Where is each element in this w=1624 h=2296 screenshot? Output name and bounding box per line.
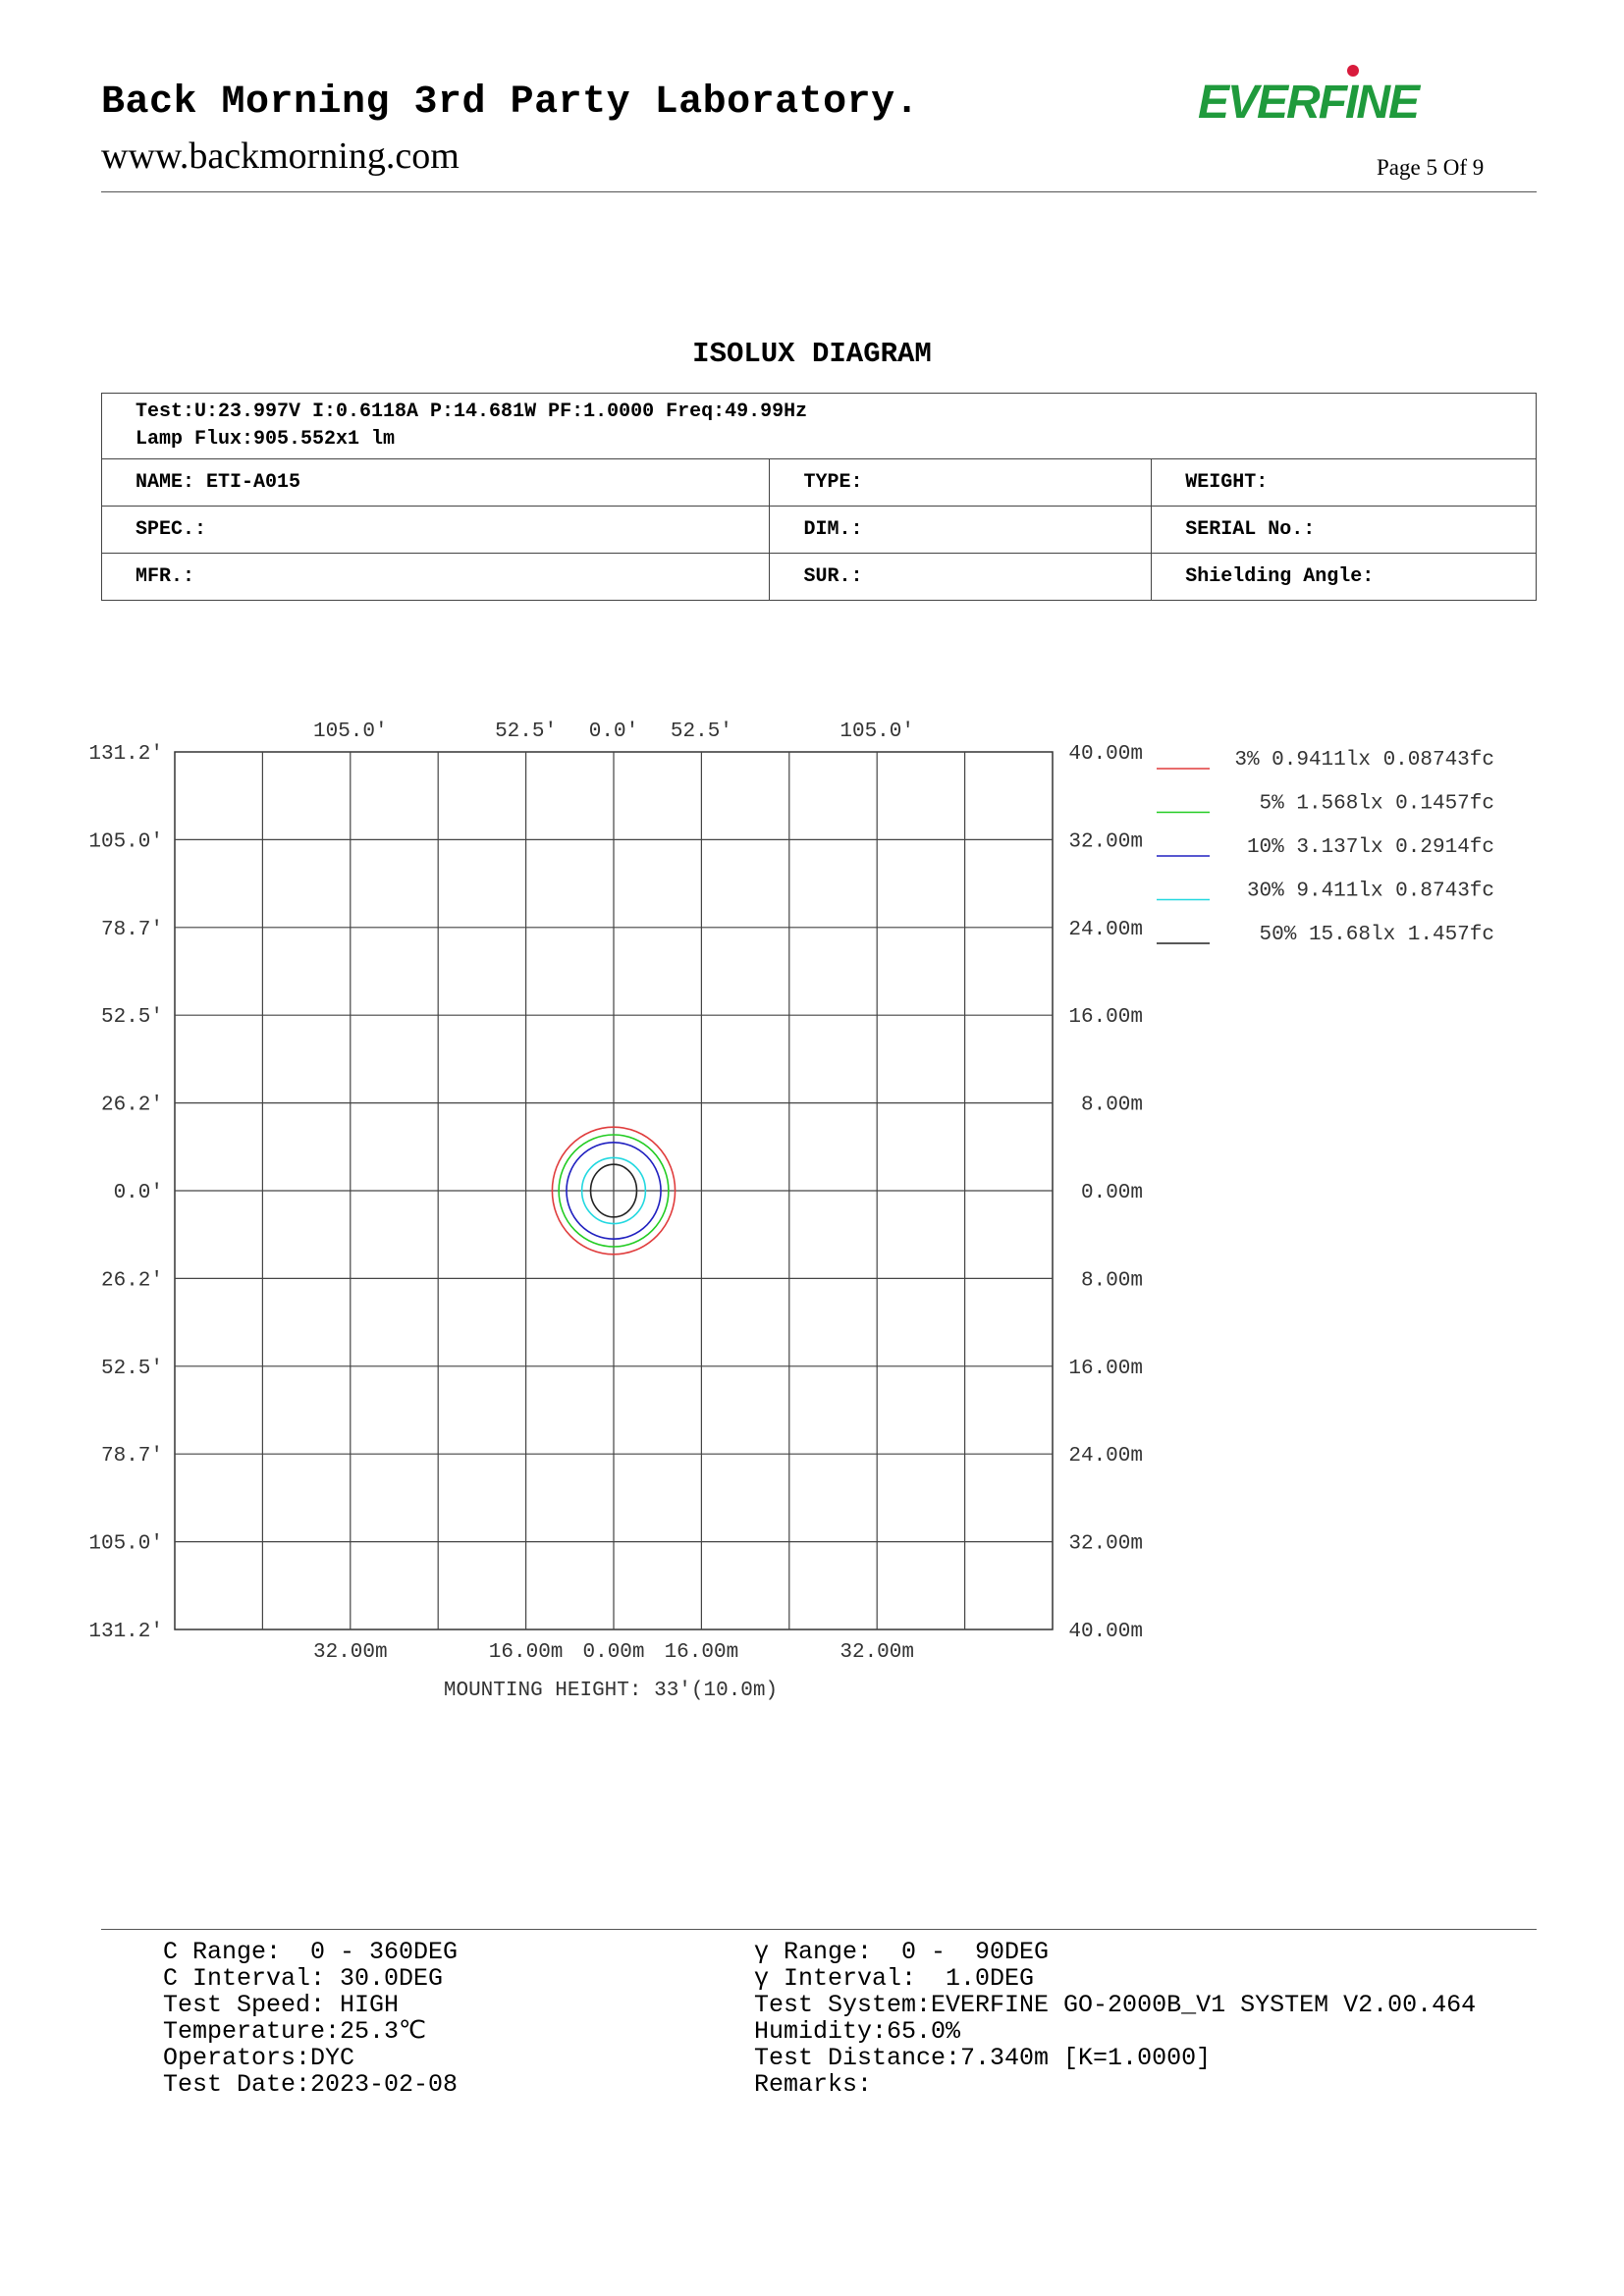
footer-line: Remarks: [754, 2070, 873, 2099]
diagram-title: ISOLUX DIAGRAM [692, 338, 932, 370]
footer-line: Test System:EVERFINE GO-2000B_V1 SYSTEM V2.00.464 [754, 1991, 1477, 2019]
left-tick-label: 78.7' [100, 918, 163, 941]
footer-line: C Range: 0 - 360DEG [163, 1938, 459, 1966]
left-tick-label: 52.5' [100, 1357, 163, 1380]
everfine-logo-text: EVERFINE [1198, 77, 1419, 129]
serial-cell: SERIAL No.: [1152, 507, 1537, 554]
legend-label: 5% 1.568lx 0.1457fc [1259, 792, 1494, 816]
legend-label: 3% 0.9411lx 0.08743fc [1234, 749, 1494, 772]
footer-rule [101, 1929, 1537, 1930]
left-tick-label: 78.7' [100, 1445, 163, 1468]
weight-cell: WEIGHT: [1152, 459, 1537, 507]
lab-name: Back Morning 3rd Party Laboratory. [101, 80, 920, 125]
bottom-tick-label: 16.00m [664, 1641, 739, 1664]
footer-line: Test Distance:7.340m [K=1.0000] [754, 2044, 1212, 2072]
left-tick-label: 26.2' [100, 1269, 163, 1293]
lab-url: www.backmorning.com [101, 135, 460, 177]
spec-cell: SPEC.: [102, 507, 770, 554]
footer-left [163, 1939, 458, 2098]
left-tick-label: 0.0' [113, 1182, 163, 1204]
mfr-cell: MFR.: [102, 554, 770, 601]
footer-line: Temperature:25.3℃ [163, 2017, 427, 2046]
sur-cell: SUR.: [770, 554, 1152, 601]
footer-line: Test Speed: HIGH [163, 1991, 400, 2019]
right-tick-label: 16.00m [1068, 1357, 1143, 1380]
top-tick-label: 52.5' [495, 721, 558, 743]
bottom-tick-label: 32.00m [839, 1641, 915, 1664]
legend-label: 10% 3.137lx 0.2914fc [1246, 836, 1494, 859]
top-tick-label: 52.5' [670, 721, 732, 743]
right-tick-label: 24.00m [1068, 918, 1143, 941]
right-tick-label: 40.00m [1068, 1621, 1143, 1643]
left-tick-label: 131.2' [88, 743, 163, 766]
right-tick-label: 0.00m [1080, 1182, 1143, 1204]
footer-right [754, 1939, 1476, 2098]
shielding-cell: Shielding Angle: [1152, 554, 1537, 601]
right-tick-label: 8.00m [1080, 1269, 1143, 1293]
name-cell: NAME: ETI-A015 [102, 459, 770, 507]
test-line: Test:U:23.997V I:0.6118A P:14.681W PF:1.0000 Freq:49.99Hz [135, 400, 808, 423]
right-tick-label: 32.00m [1068, 1532, 1143, 1556]
top-tick-label: 105.0' [312, 721, 388, 743]
right-tick-label: 24.00m [1068, 1445, 1143, 1468]
bottom-tick-label: 32.00m [312, 1641, 388, 1664]
left-tick-label: 105.0' [88, 1532, 163, 1556]
chart-grid [175, 752, 1053, 1629]
left-tick-label: 26.2' [100, 1094, 163, 1117]
footer-line: Test Date:2023-02-08 [163, 2070, 459, 2099]
right-tick-label: 16.00m [1068, 1006, 1143, 1030]
x-axis-label: MOUNTING HEIGHT: 33'(10.0m) [443, 1680, 779, 1702]
footer-line: γ Interval: 1.0DEG [754, 1964, 1035, 1993]
dim-cell: DIM.: [770, 507, 1152, 554]
bottom-tick-label: 0.00m [582, 1641, 645, 1664]
chart-legend [1157, 749, 1494, 946]
legend-label: 30% 9.411lx 0.8743fc [1246, 880, 1494, 903]
chart-labels [88, 721, 1143, 1702]
top-tick-label: 105.0' [839, 721, 915, 743]
left-tick-label: 131.2' [88, 1621, 163, 1643]
footer-line: Operators:DYC [163, 2044, 355, 2072]
top-tick-label: 0.0' [588, 721, 639, 743]
legend-label: 50% 15.68lx 1.457fc [1259, 924, 1494, 946]
right-tick-label: 40.00m [1068, 743, 1143, 766]
flux-line: Lamp Flux:905.552x1 lm [135, 428, 396, 451]
page-number: Page 5 Of 9 [1377, 155, 1485, 180]
footer-line: γ Range: 0 - 90DEG [754, 1938, 1050, 1966]
footer-line: Humidity:65.0% [754, 2017, 961, 2046]
left-tick-label: 105.0' [88, 830, 163, 854]
bottom-tick-label: 16.00m [488, 1641, 564, 1664]
footer-line: C Interval: 30.0DEG [163, 1964, 444, 1993]
type-cell: TYPE: [770, 459, 1152, 507]
right-tick-label: 8.00m [1080, 1094, 1143, 1117]
right-tick-label: 32.00m [1068, 830, 1143, 854]
left-tick-label: 52.5' [100, 1006, 163, 1030]
